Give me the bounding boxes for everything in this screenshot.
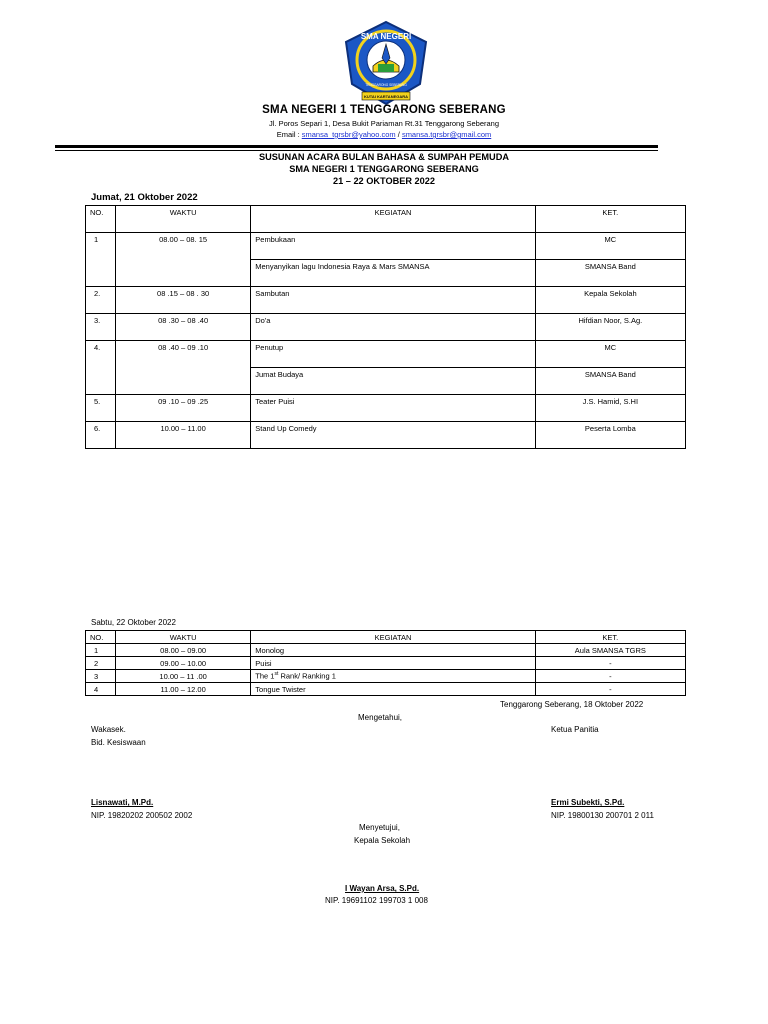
cell-ket: SMANSA Band [535, 368, 685, 395]
email-link-gmail[interactable]: smansa.tgrsbr@gmail.com [401, 130, 492, 139]
kegiatan-text: The 1 [255, 671, 275, 681]
cell-no: 5. [86, 395, 116, 422]
cell-kegiatan [251, 670, 535, 683]
cell-no: 4. [86, 341, 116, 395]
ketua-panitia-title: Ketua Panitia [551, 725, 599, 734]
table-header-row [86, 631, 686, 644]
header-divider-thick [55, 145, 658, 148]
table-row [86, 287, 686, 314]
table-row [86, 395, 686, 422]
col-kegiatan: KEGIATAN [251, 206, 535, 233]
header-divider-thin [55, 150, 658, 151]
cell-waktu: 08 .40 – 09 .10 [115, 341, 250, 395]
cell-kegiatan: Puisi [251, 657, 535, 670]
table-row [86, 644, 686, 657]
school-name: SMA NEGERI 1 TENGGARONG SEBERANG [262, 104, 506, 116]
kepala-sekolah-name: I Wayan Arsa, S.Pd. [345, 884, 420, 893]
cell-kegiatan: Do'a [251, 314, 535, 341]
document-subtitle: SMA NEGERI 1 TENGGARONG SEBERANG [289, 164, 479, 174]
table-row [86, 670, 686, 683]
cell-no: 3. [86, 314, 116, 341]
table-row [86, 233, 686, 260]
school-emblem-icon [340, 20, 432, 106]
cell-no: 6. [86, 422, 116, 449]
col-ket: KET. [535, 206, 685, 233]
menyetujui-label: Menyetujui, [359, 823, 400, 832]
cell-ket: - [535, 683, 685, 696]
wakasek-department: Bid. Kesiswaan [91, 738, 146, 747]
cell-kegiatan: Teater Puisi [251, 395, 535, 422]
cell-ket: - [535, 657, 685, 670]
email-label: Email : [276, 130, 300, 139]
cell-kegiatan: Stand Up Comedy [251, 422, 535, 449]
school-logo [340, 20, 432, 106]
col-waktu: WAKTU [115, 206, 250, 233]
cell-no: 1 [86, 233, 116, 287]
cell-ket: SMANSA Band [535, 260, 685, 287]
table-row [86, 341, 686, 368]
cell-kegiatan: Tongue Twister [251, 683, 535, 696]
email-link-yahoo[interactable]: smansa_tgrsbr@yahoo.com [301, 130, 396, 139]
col-no: NO. [86, 631, 116, 644]
kegiatan-superscript: st [274, 671, 279, 678]
cell-ket: MC [535, 341, 685, 368]
school-address: Jl. Poros Separi 1, Desa Bukit Pariaman Rt.31 Tenggarong Seberang [269, 119, 499, 128]
cell-waktu: 08 .15 – 08 . 30 [115, 287, 250, 314]
schedule-table-day2 [85, 630, 686, 696]
cell-no: 2 [86, 657, 116, 670]
email-separator: / [397, 130, 400, 139]
cell-no: 3 [86, 670, 116, 683]
table-row [86, 683, 686, 696]
kegiatan-text: Rank/ Ranking 1 [278, 671, 336, 681]
ketua-panitia-name: Ermi Subekti, S.Pd. [551, 798, 625, 807]
table-row [86, 314, 686, 341]
logo-arc-text: SMA NEGERI [360, 32, 412, 41]
cell-kegiatan: Menyanyikan lagu Indonesia Raya & Mars SMANSA [251, 260, 535, 287]
table-row [86, 657, 686, 670]
cell-waktu: 10.00 – 11.00 [115, 422, 250, 449]
logo-banner-text: KUTAI KARTANEGARA [363, 94, 409, 99]
school-email-line [0, 130, 768, 139]
table-header-row [86, 206, 686, 233]
cell-ket: Kepala Sekolah [535, 287, 685, 314]
cell-kegiatan: Sambutan [251, 287, 535, 314]
cell-ket: J.S. Hamid, S.HI [535, 395, 685, 422]
cell-kegiatan: Jumat Budaya [251, 368, 535, 395]
place-date: Tenggarong Seberang, 18 Oktober 2022 [500, 700, 644, 709]
col-kegiatan: KEGIATAN [251, 631, 535, 644]
mengetahui-label: Mengetahui, [358, 713, 403, 722]
col-no: NO. [86, 206, 116, 233]
cell-waktu: 11.00 – 12.00 [115, 683, 250, 696]
cell-waktu: 09 .10 – 09 .25 [115, 395, 250, 422]
table-row [86, 422, 686, 449]
wakasek-nip: NIP. 19820202 200502 2002 [91, 811, 193, 820]
col-waktu: WAKTU [115, 631, 250, 644]
ketua-panitia-nip: NIP. 19800130 200701 2 011 [551, 811, 654, 820]
cell-waktu: 08 .30 – 08 .40 [115, 314, 250, 341]
cell-kegiatan: Pembukaan [251, 233, 535, 260]
cell-waktu: 09.00 – 10.00 [115, 657, 250, 670]
cell-ket: - [535, 670, 685, 683]
kepala-sekolah-title: Kepala Sekolah [354, 836, 411, 845]
document-title: SUSUNAN ACARA BULAN BAHASA & SUMPAH PEMUDA [259, 152, 509, 162]
cell-ket: Hifdian Noor, S.Ag. [535, 314, 685, 341]
cell-kegiatan: Penutup [251, 341, 535, 368]
document-date-range: 21 – 22 OKTOBER 2022 [333, 176, 435, 186]
cell-no: 1 [86, 644, 116, 657]
col-ket: KET. [535, 631, 685, 644]
cell-ket: MC [535, 233, 685, 260]
cell-ket: Aula SMANSA TGRS [535, 644, 685, 657]
wakasek-title: Wakasek. [91, 725, 126, 734]
logo-ring-text: TENGGARONG SEBERANG [365, 83, 407, 87]
cell-ket: Peserta Lomba [535, 422, 685, 449]
day2-label: Sabtu, 22 Oktober 2022 [91, 618, 176, 627]
wakasek-name: Lisnawati, M.Pd. [91, 798, 154, 807]
cell-waktu: 08.00 – 09.00 [115, 644, 250, 657]
cell-kegiatan: Monolog [251, 644, 535, 657]
kepala-sekolah-nip: NIP. 19691102 199703 1 008 [325, 896, 428, 905]
cell-no: 2. [86, 287, 116, 314]
day1-label: Jumat, 21 Oktober 2022 [91, 192, 198, 203]
cell-waktu: 08.00 – 08. 15 [115, 233, 250, 287]
cell-no: 4 [86, 683, 116, 696]
cell-waktu: 10.00 – 11 .00 [115, 670, 250, 683]
schedule-table-day1 [85, 205, 686, 449]
